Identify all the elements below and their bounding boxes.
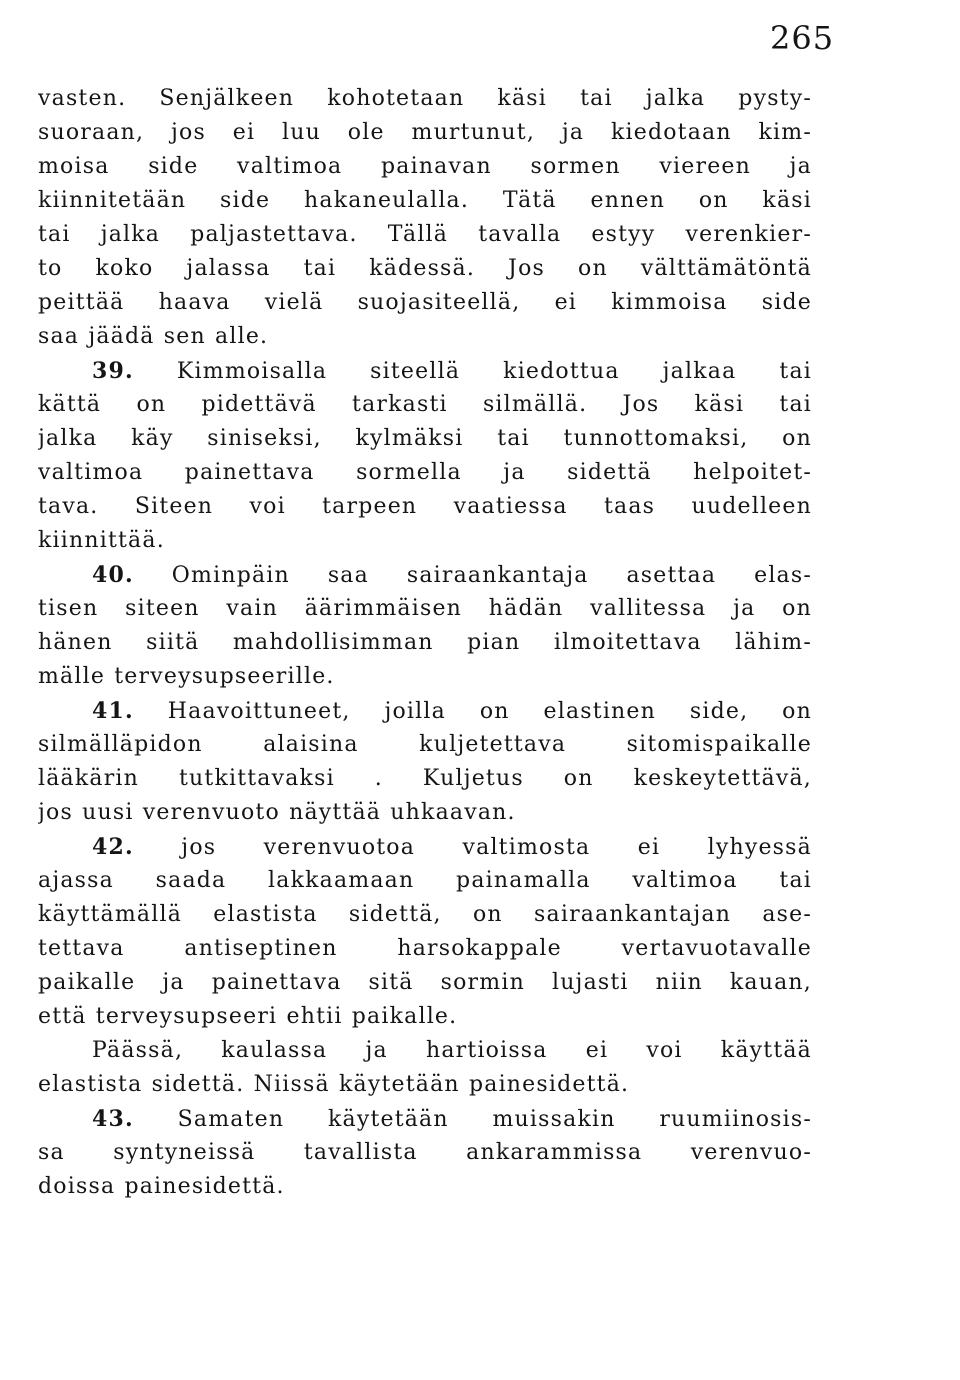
line-text: tava. Siteen voi tarpeen vaatiessa taas uudelleen xyxy=(38,494,812,519)
line-text: paikalle ja painettava sitä sormin lujasti niin kauan, xyxy=(38,970,812,995)
text-line xyxy=(38,1034,812,1068)
line-text: elastista sidettä. Niissä käytetään painesidettä. xyxy=(38,1072,630,1097)
text-line xyxy=(38,864,812,898)
text-line xyxy=(38,592,812,626)
text-line xyxy=(38,354,812,388)
line-text: lääkärin tutkittavaksi . Kuljetus on keskeytettävä, xyxy=(38,766,812,791)
line-text: jos verenvuotoa valtimosta ei lyhyessä xyxy=(181,835,812,860)
text-line xyxy=(38,694,812,728)
line-text: to koko jalassa tai kädessä. Jos on välttämätöntä xyxy=(38,256,812,281)
text-line xyxy=(38,728,812,762)
line-text: silmälläpidon alaisina kuljetettava sitomispaikalle xyxy=(38,732,812,757)
line-text: valtimoa painettava sormella ja sidettä helpoitet- xyxy=(38,460,812,485)
text-line xyxy=(38,456,812,490)
line-text: jalka käy siniseksi, kylmäksi tai tunnottomaksi, on xyxy=(38,426,812,451)
line-text: tai jalka paljastettava. Tällä tavalla estyy verenkier- xyxy=(38,222,812,247)
line-text: käyttämällä elastista sidettä, on sairaankantajan ase- xyxy=(38,902,812,927)
line-text: ajassa saada lakkaamaan painamalla valtimoa tai xyxy=(38,868,812,893)
line-text: Kimmoisalla siteellä kiedottua jalkaa tai xyxy=(176,359,812,384)
line-text: tettava antiseptinen harsokappale vertavuotavalle xyxy=(38,936,812,961)
page-number: 265 xyxy=(770,19,835,57)
text-line xyxy=(38,524,812,558)
text-line xyxy=(38,422,812,456)
line-text: doissa painesidettä. xyxy=(38,1174,285,1199)
line-text: tisen siteen vain äärimmäisen hädän vallitessa ja on xyxy=(38,596,812,621)
line-text: saa jäädä sen alle. xyxy=(38,324,269,349)
text-line xyxy=(38,558,812,592)
line-text: Haavoittuneet, joilla on elastinen side, on xyxy=(167,699,812,724)
text-line xyxy=(38,1068,812,1102)
text-line xyxy=(38,82,812,116)
paragraph-number: 40. xyxy=(92,562,134,588)
text-line xyxy=(38,762,812,796)
line-text: hänen siitä mahdollisimman pian ilmoitettava lähim- xyxy=(38,630,812,655)
paragraph-number: 43. xyxy=(92,1106,134,1132)
text-line xyxy=(38,184,812,218)
paragraph-number: 42. xyxy=(92,834,134,860)
text-line xyxy=(38,796,812,830)
text-line xyxy=(38,116,812,150)
line-text: moisa side valtimoa painavan sormen viereen ja xyxy=(38,154,812,179)
line-text: että terveysupseeri ehtii paikalle. xyxy=(38,1004,458,1029)
line-text: Päässä, kaulassa ja hartioissa ei voi käyttää xyxy=(92,1038,812,1063)
line-text: Ominpäin saa sairaankantaja asettaa elas- xyxy=(171,563,812,588)
text-line xyxy=(38,1136,812,1170)
text-line xyxy=(38,252,812,286)
body-text xyxy=(38,82,812,1204)
paragraph-number: 39. xyxy=(92,358,134,384)
line-text: sa syntyneissä tavallista ankarammissa verenvuo- xyxy=(38,1140,812,1165)
text-line xyxy=(38,966,812,1000)
text-line xyxy=(38,286,812,320)
text-line xyxy=(38,1170,812,1204)
text-line xyxy=(38,388,812,422)
text-line xyxy=(38,150,812,184)
text-line xyxy=(38,320,812,354)
text-line xyxy=(38,626,812,660)
line-text: peittää haava vielä suojasiteellä, ei kimmoisa side xyxy=(38,290,812,315)
text-line xyxy=(38,932,812,966)
line-text: kättä on pidettävä tarkasti silmällä. Jos käsi tai xyxy=(38,392,812,417)
line-text: mälle terveysupseerille. xyxy=(38,664,335,689)
line-text: vasten. Senjälkeen kohotetaan käsi tai jalka pysty- xyxy=(38,86,812,111)
text-line xyxy=(38,660,812,694)
text-line xyxy=(38,830,812,864)
text-line xyxy=(38,490,812,524)
line-text: Samaten käytetään muissakin ruumiinosis- xyxy=(177,1107,812,1132)
line-text: kiinnitetään side hakaneulalla. Tätä ennen on käsi xyxy=(38,188,812,213)
line-text: jos uusi verenvuoto näyttää uhkaavan. xyxy=(38,800,516,825)
line-text: kiinnittää. xyxy=(38,528,165,553)
line-text: suoraan, jos ei luu ole murtunut, ja kiedotaan kim- xyxy=(38,120,812,145)
paragraph-number: 41. xyxy=(92,698,134,724)
text-line xyxy=(38,1000,812,1034)
text-line xyxy=(38,898,812,932)
text-line xyxy=(38,218,812,252)
text-line xyxy=(38,1102,812,1136)
